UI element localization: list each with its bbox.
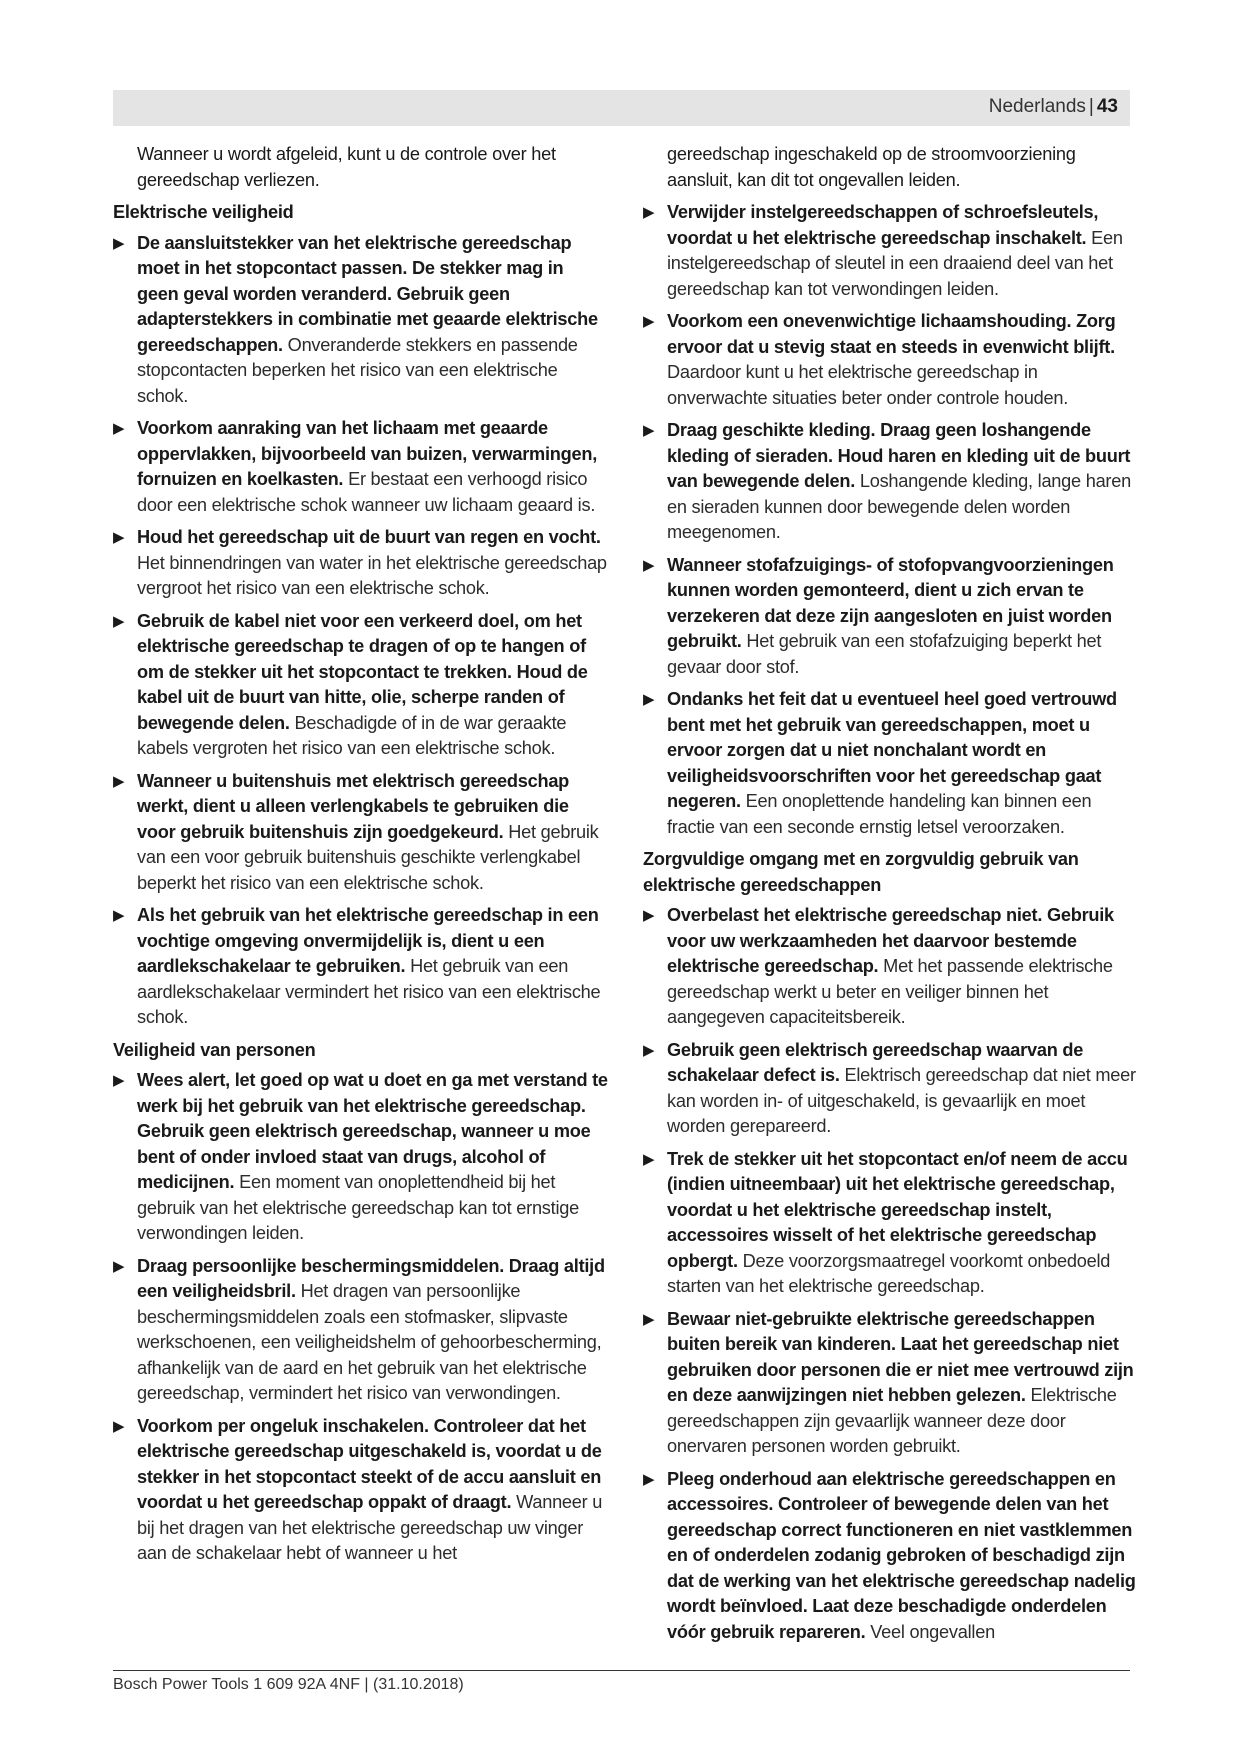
safety-instruction [643,903,1139,1031]
safety-instruction [113,769,609,897]
instruction-text: Beschadigde of in de war geraakte kabels vergroten het risico van een elektrische schok. [137,712,567,758]
bullet-icon: ▶ [113,1072,125,1089]
bullet-icon: ▶ [643,691,655,708]
instruction-bold: Ondanks het feit dat u eventueel heel goed vertrouwd bent met het gebruik van gereedschappen, moet u ervoor zorgen dat u niet nonchalant wordt en veiligheidsvoorschriften voor het gereedschap gaat negeren. [667,689,1117,811]
bullet-icon: ▶ [113,529,125,546]
safety-instruction [113,609,609,762]
instruction-bold: Draag persoonlijke beschermingsmiddelen. Draag altijd een veiligheidsbril. [137,1255,605,1301]
safety-instruction [643,1467,1139,1646]
left-column [113,142,609,1574]
instruction-text: Daardoor kunt u het elektrische gereedschap in onverwachte situaties beter onder controle houden. [667,362,1069,408]
bullet-icon: ▶ [113,420,125,437]
safety-instruction [643,1307,1139,1460]
safety-instruction [643,1147,1139,1300]
instruction-text: Het gebruik van een voor gebruik buitenshuis geschikte verlengkabel beperkt het risico van een elektrische schok. [137,821,599,893]
instruction-bold: Draag geschikte kleding. Draag geen loshangende kleding of sieraden. Houd haren en kleding uit de buurt van bewegende delen. [667,420,1131,491]
footer-text: Bosch Power Tools 1 609 92A 4NF | (31.10.2018) [113,1676,464,1693]
bullet-icon: ▶ [643,313,655,330]
safety-instruction [113,1414,609,1567]
instruction-text: Loshangende kleding, lange haren en sieraden kunnen door bewegende delen worden meegenomen. [667,471,1131,542]
instruction-text: Er bestaat een verhoogd risico door een elektrische schok wanneer uw lichaam geaard is. [137,469,596,515]
instruction-bold: Voorkom per ongeluk inschakelen. Controleer dat het elektrische gereedschap uitgeschakeld is, voordat u de stekker in het stopcontact steekt of de accu aansluit en voordat u het gereedschap oppakt of draagt. [137,1415,602,1512]
instruction-bold: De aansluitstekker van het elektrische gereedschap moet in het stopcontact passen. De stekker mag in geen geval worden veranderd. Gebruik geen adapterstekkers in combinatie met geaarde elektrische gereedschappen. [137,232,598,355]
bullet-icon: ▶ [643,1470,655,1488]
bullet-icon: ▶ [643,556,655,574]
instruction-bold: Als het gebruik van het elektrische gereedschap in een vochtige omgeving onvermijdelijk is, dient u een aardlekschakelaar te gebruiken. [137,905,599,976]
bullet-icon: ▶ [113,234,125,252]
instruction-text: Elektrisch gereedschap dat niet meer kan worden in- of uitgeschakeld, is gevaarlijk en moet worden gerepareerd. [667,1065,1136,1136]
section-heading-electrical-safety: Elektrische veiligheid [113,202,294,222]
instruction-bold: Trek de stekker uit het stopcontact en/of neem de accu (indien uitneembaar) uit het elektrische gereedschap, voordat u het elektrische gereedschap instelt, accessoires wisselt of het elektrische gereedschap opbergt. [667,1148,1128,1271]
instruction-bold: Pleeg onderhoud aan elektrische gereedschappen en accessoires. Controleer of bewegende delen van het gereedschap correct functioneren en niet vastklemmen en of onderdelen zodanig gebroken of beschadigd zijn dat de werking van het elektrische gereedschap nadelig wordt beïnvloed. Laat deze beschadigde onderdelen vóór gebruik repareren. [667,1468,1136,1642]
instruction-bold: Wanneer u buitenshuis met elektrisch gereedschap werkt, dient u alleen verlengkabels te gebruiken die voor gebruik buitenshuis zijn goedgekeurd. [137,770,570,842]
safety-instruction [113,231,609,410]
header-separator: | [1088,96,1094,117]
instruction-bold: Houd het gereedschap uit de buurt van regen en vocht. [137,527,601,547]
safety-instruction [643,687,1139,840]
footer-divider [113,1670,1130,1671]
instruction-text: Veel ongevallen [870,1621,995,1642]
instruction-bold: Gebruik de kabel niet voor een verkeerd doel, om het elektrische gereedschap te dragen of op te hangen of om de stekker uit het stopcontact te trekken. Houd de kabel uit de buurt van hitte, olie, scherpe randen of bewegende delen. [137,610,588,733]
instruction-bold: Overbelast het elektrische gereedschap niet. Gebruik voor uw werkzaamheden het daarvoor bestemde elektrische gereedschap. [667,905,1114,976]
instruction-bold: Wees alert, let goed op wat u doet en ga met verstand te werk bij het gebruik van het elektrische gereedschap. Gebruik geen elektrisch gereedschap, wanneer u moe bent of onder invloed staat van drugs, alcohol of medicijnen. [137,1070,608,1192]
section-heading-careful-use: Zorgvuldige omgang met en zorgvuldig gebruik van elektrische gereedschappen [643,849,1079,895]
page-number: 43 [1096,96,1118,117]
safety-instruction [643,309,1139,411]
instruction-text: Elektrische gereedschappen zijn gevaarlijk wanneer deze door onervaren personen worden gebruikt. [667,1385,1117,1456]
instruction-text: Een moment van onoplettendheid bij het gebruik van het elektrische gereedschap kan tot ernstige verwondingen leiden. [137,1172,579,1243]
bullet-icon: ▶ [643,1041,655,1059]
safety-instruction [113,416,609,518]
section-heading-personal-safety: Veiligheid van personen [113,1039,316,1060]
instruction-text: Het binnendringen van water in het elektrische gereedschap vergroot het risico van een elektrische schok. [137,552,607,598]
instruction-text: Het gebruik van een aardlekschakelaar vermindert het risico van een elektrische schok. [137,956,601,1027]
bullet-icon: ▶ [113,1417,125,1435]
instruction-bold: Voorkom een onevenwichtige lichaamshouding. Zorg ervoor dat u stevig staat en steeds in evenwicht blijft. [667,311,1116,357]
safety-instruction [643,1038,1139,1140]
bullet-icon: ▶ [113,772,125,790]
instruction-text: Onveranderde stekkers en passende stopcontacten beperken het risico van een elektrische schok. [137,334,578,406]
instruction-text: Wanneer u bij het dragen van het elektrische gereedschap uw vinger aan de schakelaar hebt of wanneer u het [137,1492,603,1563]
right-column [643,142,1139,1652]
instruction-text: Deze voorzorgsmaatregel voorkomt onbedoeld starten van het elektrische gereedschap. [667,1250,1111,1296]
instruction-bold: Verwijder instelgereedschappen of schroefsleutels, voordat u het elektrische gereedschap inschakelt. [667,202,1099,248]
safety-instruction [113,1068,609,1247]
intro-paragraph: Wanneer u wordt afgeleid, kunt u de controle over het gereedschap verliezen. [137,144,556,190]
safety-instruction [643,418,1139,546]
continuation-paragraph: gereedschap ingeschakeld op de stroomvoorziening aansluit, kan dit tot ongevallen leiden. [667,144,1076,190]
safety-instruction [643,553,1139,681]
instruction-bold: Voorkom aanraking van het lichaam met geaarde oppervlakken, bijvoorbeeld van buizen, verwarmingen, fornuizen en koelkasten. [137,418,598,489]
instruction-bold: Bewaar niet-gebruikte elektrische gereedschappen buiten bereik van kinderen. Laat het gereedschap niet gebruiken door personen die er niet mee vertrouwd zijn en deze aanwijzingen niet hebben gelezen. [667,1308,1134,1405]
safety-instruction [113,1254,609,1407]
safety-instruction [643,200,1139,302]
instruction-text: Het gebruik van een stofafzuiging beperkt het gevaar door stof. [667,631,1102,677]
bullet-icon: ▶ [643,1150,655,1168]
bullet-icon: ▶ [113,907,125,924]
header-language: Nederlands [988,96,1086,117]
instruction-text: Een instelgereedschap of sleutel in een draaiend deel van het gereedschap kan tot verwondingen leiden. [667,227,1123,299]
instruction-bold: Gebruik geen elektrisch gereedschap waarvan de schakelaar defect is. [667,1039,1084,1085]
bullet-icon: ▶ [113,1257,125,1275]
instruction-text: Het dragen van persoonlijke beschermingsmiddelen zoals een stofmasker, slipvaste werkschoenen, een veiligheidshelm of gehoorbescherming, afhankelijk van de aard en het gebruik van het elektrische gereedschap, vermindert het risico van verwondingen. [137,1281,602,1403]
safety-instruction [113,903,609,1031]
instruction-text: Een onoplettende handeling kan binnen een fractie van een seconde ernstig letsel veroorzaken. [667,791,1092,837]
header-label [989,96,1118,118]
instruction-text: Met het passende elektrische gereedschap werkt u beter en veiliger binnen het aangegeven capaciteitsbereik. [667,956,1113,1027]
safety-instruction [113,525,609,602]
bullet-icon: ▶ [643,907,655,924]
bullet-icon: ▶ [643,1310,655,1328]
bullet-icon: ▶ [113,612,125,630]
page-header [113,90,1130,126]
instruction-bold: Wanneer stofafzuigings- of stofopvangvoorzieningen kunnen worden gemonteerd, dient u zich ervan te verzekeren dat deze zijn aangesloten en juist worden gebruikt. [667,554,1114,651]
bullet-icon: ▶ [643,204,655,221]
bullet-icon: ▶ [643,422,655,439]
